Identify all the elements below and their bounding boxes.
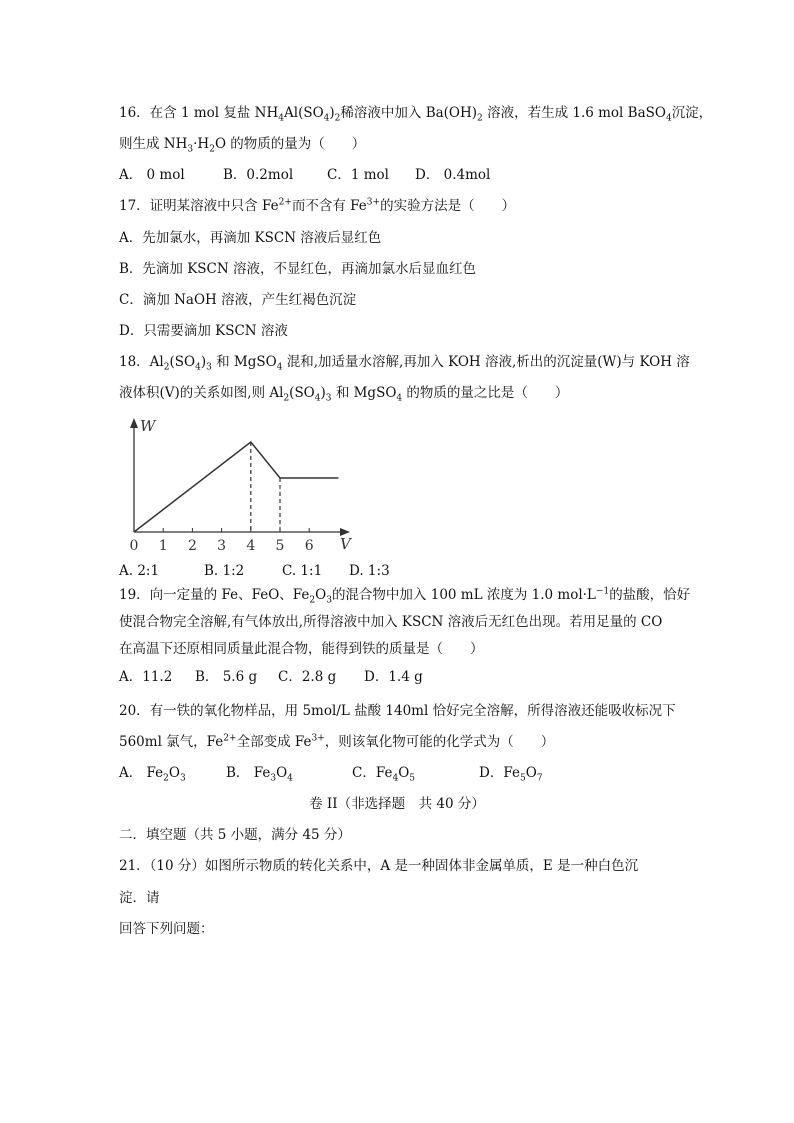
y-axis-arrow — [130, 418, 138, 428]
precipitate-curve — [134, 442, 338, 532]
q18-option-c: C. 1:1 — [282, 563, 323, 579]
q19-option-d: D．1.4 g — [364, 669, 423, 685]
q19-option-c: C．2.8 g — [278, 669, 337, 685]
q19-options — [119, 668, 423, 686]
q16-options — [119, 166, 490, 184]
x-tick-label: 0 — [129, 538, 139, 554]
q19-line1: 19．向一定量的 Fe、FeO、$Fe_2O_3$的混合物中加入 100 mL 浓度为 1.0 $mol\cdot L^{-1}$的盐酸，恰好 — [119, 586, 691, 606]
x-tick-label: 4 — [246, 538, 256, 554]
q17-stem: 17．证明某溶液中只含 $Fe^{2+}$而不含有 $Fe^{3+}$的实验方法是（ ） — [119, 197, 516, 214]
q18-line2: 液体积(V)的关系如图,则 $Al_2(SO_4)_3$ 和 MgSO$_4$ 的物质的量之比是（ ） — [119, 385, 569, 404]
q20-option-d: D．$Fe_5O_7$ — [479, 765, 543, 784]
q16-option-c: C．1 mol — [327, 167, 389, 183]
q16-option-d: D． 0.4mol — [415, 167, 491, 183]
q17-option-a: A．先加氯水，再滴加 KSCN 溶液后显红色 — [119, 230, 382, 246]
q20-option-c: C．$Fe_4O_5$ — [352, 765, 415, 784]
q18-line1: 18．$Al_2(SO_4)_3$ 和 MgSO$_4$ 混和,加适量水溶解,再加入 KOH 溶液,析出的沉淀量(W)与 KOH 溶 — [119, 354, 690, 373]
section-title: 卷 II（非选择题 共 40 分） — [309, 796, 485, 812]
x-tick-label: 5 — [275, 538, 285, 554]
precipitate-volume-chart — [118, 412, 358, 562]
y-axis-label: W — [140, 417, 156, 435]
x-axis-label: V — [340, 535, 351, 553]
q18-option-a: A. 2:1 — [119, 563, 160, 579]
q16-option-a: A． 0 mol — [119, 167, 185, 183]
q19-option-b: B． 5.6 g — [195, 669, 258, 685]
q16-line2: 则生成 $NH_3\cdot H_2O$ 的物质的量为（ ） — [119, 136, 366, 155]
q21-line2: 淀．请 — [119, 890, 160, 906]
q21-line3: 回答下列问题： — [119, 921, 214, 937]
q20-option-a: A． $Fe_2O_3$ — [119, 765, 186, 784]
section-heading: 二．填空题（共 5 小题，满分 45 分） — [119, 827, 351, 843]
q16-line1: 16．在含 1 mol 复盐 $NH_4Al(SO_4)_2$稀溶液中加入 $Ba(OH)_2$ 溶液，若生成 1.6 mol BaSO$_4$沉淀， — [119, 105, 713, 124]
x-tick-label: 6 — [304, 538, 314, 554]
q18-options — [119, 562, 390, 580]
q19-line3: 在高温下还原相同质量此混合物，能得到铁的质量是（ ） — [119, 641, 484, 657]
q17-option-d: D．只需要滴加 KSCN 溶液 — [119, 323, 288, 339]
x-tick-label: 3 — [217, 538, 227, 554]
q18-option-d: D. 1:3 — [349, 563, 390, 579]
q17-option-b: B．先滴加 KSCN 溶液，不显红色，再滴加氯水后显血红色 — [119, 261, 476, 277]
x-tick-label: 1 — [158, 538, 168, 554]
q19-line2: 使混合物完全溶解,有气体放出,所得溶液中加入 KSCN 溶液后无红色出现。若用足量的 CO — [119, 614, 663, 630]
q20-option-b: B． $Fe_3O_4$ — [226, 765, 293, 784]
q20-line1: 20．有一铁的氧化物样品，用 5mol/L 盐酸 140ml 恰好完全溶解，所得溶液还能吸收标况下 — [119, 703, 676, 719]
q16-option-b: B．0.2mol — [223, 167, 294, 183]
q20-line2: 560ml 氯气，$Fe^{2+}$全部变成 $Fe^{3+}$，则该氧化物可能的化学式为（ ） — [119, 733, 555, 750]
q20-options — [119, 764, 543, 782]
q19-option-a: A．11.2 — [119, 669, 173, 685]
q21-line1: 21．（10 分）如图所示物质的转化关系中，A 是一种固体非金属单质，E 是一种白色沉 — [119, 858, 639, 874]
q18-option-b: B. 1:2 — [204, 563, 245, 579]
x-tick-label: 2 — [187, 538, 197, 554]
q17-option-c: C．滴加 NaOH 溶液，产生红褐色沉淀 — [119, 292, 357, 308]
